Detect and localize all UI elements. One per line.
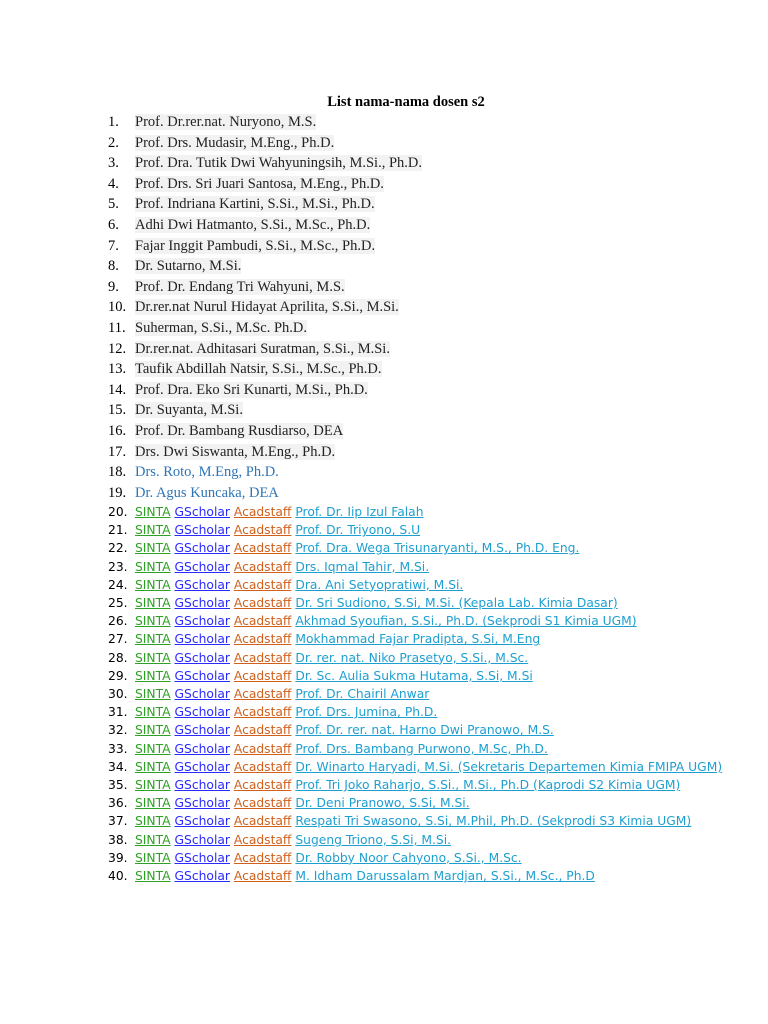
gscholar-link[interactable]: GScholar bbox=[174, 832, 230, 847]
list-item bbox=[108, 776, 748, 794]
list-item bbox=[108, 740, 748, 758]
lecturer-name-link[interactable]: Drs. Iqmal Tahir, M.Si. bbox=[295, 559, 430, 574]
sinta-link[interactable]: SINTA bbox=[135, 541, 171, 556]
list-item bbox=[108, 483, 748, 504]
acadstaff-link[interactable]: Acadstaff bbox=[233, 796, 292, 811]
item-number: 8. bbox=[108, 258, 119, 275]
acadstaff-link[interactable]: Acadstaff bbox=[233, 559, 292, 574]
lecturer-name-link[interactable]: Prof. Drs. Bambang Purwono, M.Sc, Ph.D. bbox=[295, 741, 548, 756]
list-item bbox=[108, 194, 748, 215]
gscholar-link[interactable]: GScholar bbox=[174, 759, 230, 774]
list-item bbox=[108, 380, 748, 401]
item-number: 33. bbox=[108, 741, 128, 756]
gscholar-link[interactable]: GScholar bbox=[174, 723, 230, 738]
lecturer-name-link[interactable]: Dr. Deni Pranowo, S.Si, M.Si. bbox=[295, 796, 470, 811]
acadstaff-link[interactable]: Acadstaff bbox=[233, 614, 292, 629]
list-item bbox=[108, 174, 748, 195]
list-item bbox=[108, 867, 748, 885]
gscholar-link[interactable]: GScholar bbox=[174, 577, 230, 592]
acadstaff-link[interactable]: Acadstaff bbox=[233, 668, 292, 683]
list-item bbox=[108, 649, 748, 667]
lecturer-name: Dr. Suyanta, M.Si. bbox=[135, 402, 243, 419]
lecturer-name: Adhi Dwi Hatmanto, S.Si., M.Sc., Ph.D. bbox=[135, 216, 371, 233]
item-number: 40. bbox=[108, 869, 128, 884]
item-number: 18. bbox=[108, 464, 127, 481]
list-item bbox=[108, 703, 748, 721]
list-item bbox=[108, 359, 748, 380]
acadstaff-link[interactable]: Acadstaff bbox=[233, 687, 292, 702]
acadstaff-link[interactable]: Acadstaff bbox=[233, 650, 292, 665]
acadstaff-link[interactable]: Acadstaff bbox=[233, 632, 292, 647]
list-item bbox=[108, 594, 748, 612]
lecturer-name-link[interactable]: M. Idham Darussalam Mardjan, S.Si., M.Sc., Ph.D bbox=[295, 869, 595, 884]
lecturer-name-link[interactable]: Respati Tri Swasono, S.Si, M.Phil, Ph.D. (Sekprodi S3 Kimia UGM) bbox=[295, 814, 692, 829]
item-number: 10. bbox=[108, 299, 127, 316]
list-item bbox=[108, 153, 748, 174]
acadstaff-link[interactable]: Acadstaff bbox=[233, 759, 292, 774]
list-item bbox=[108, 339, 748, 360]
list-item bbox=[108, 400, 748, 421]
sinta-link[interactable]: SINTA bbox=[135, 523, 171, 538]
acadstaff-link[interactable]: Acadstaff bbox=[233, 850, 292, 865]
list-item bbox=[108, 849, 748, 867]
acadstaff-link[interactable]: Acadstaff bbox=[233, 541, 292, 556]
list-item bbox=[108, 462, 748, 483]
lecturer-name: Prof. Drs. Mudasir, M.Eng., Ph.D. bbox=[135, 134, 335, 151]
lecturer-name: Prof. Dra. Tutik Dwi Wahyuningsih, M.Si., Ph.D. bbox=[135, 155, 422, 172]
lecturer-name-link[interactable]: Prof. Tri Joko Raharjo, S.Si., M.Si., Ph.D (Kaprodi S2 Kimia UGM) bbox=[295, 778, 681, 793]
sinta-link[interactable]: SINTA bbox=[135, 814, 171, 829]
item-number: 36. bbox=[108, 796, 128, 811]
acadstaff-link[interactable]: Acadstaff bbox=[233, 723, 292, 738]
item-number: 3. bbox=[108, 155, 119, 172]
item-number: 5. bbox=[108, 196, 119, 213]
lecturer-list-plain bbox=[108, 112, 748, 503]
acadstaff-link[interactable]: Acadstaff bbox=[233, 741, 292, 756]
list-item bbox=[108, 277, 748, 298]
lecturer-name: Prof. Dr.rer.nat. Nuryono, M.S. bbox=[135, 114, 317, 130]
gscholar-link[interactable]: GScholar bbox=[174, 778, 230, 793]
sinta-link[interactable]: SINTA bbox=[135, 596, 171, 611]
item-number: 9. bbox=[108, 278, 119, 295]
lecturer-name: Dr. Agus Kuncaka, DEA bbox=[135, 484, 279, 501]
sinta-link[interactable]: SINTA bbox=[135, 505, 171, 519]
list-item bbox=[108, 236, 748, 257]
list-item bbox=[108, 297, 748, 318]
list-item bbox=[108, 421, 748, 442]
gscholar-link[interactable]: GScholar bbox=[174, 687, 230, 702]
sinta-link[interactable]: SINTA bbox=[135, 850, 171, 865]
item-number: 27. bbox=[108, 632, 128, 647]
sinta-link[interactable]: SINTA bbox=[135, 796, 171, 811]
item-number: 26. bbox=[108, 614, 128, 629]
item-number: 39. bbox=[108, 850, 128, 865]
item-number: 15. bbox=[108, 402, 127, 419]
item-number: 23. bbox=[108, 559, 128, 574]
sinta-link[interactable]: SINTA bbox=[135, 632, 171, 647]
lecturer-name-link[interactable]: Prof. Dr. Iip Izul Falah bbox=[295, 505, 424, 519]
sinta-link[interactable]: SINTA bbox=[135, 614, 171, 629]
acadstaff-link[interactable]: Acadstaff bbox=[233, 705, 292, 720]
item-number: 35. bbox=[108, 778, 128, 793]
list-item bbox=[108, 503, 748, 521]
acadstaff-link[interactable]: Acadstaff bbox=[233, 814, 292, 829]
gscholar-link[interactable]: GScholar bbox=[174, 559, 230, 574]
item-number: 37. bbox=[108, 814, 128, 829]
lecturer-name: Drs. Dwi Siswanta, M.Eng., Ph.D. bbox=[135, 443, 336, 460]
lecturer-name-link[interactable]: Sugeng Triono, S.Si, M.Si. bbox=[295, 832, 452, 847]
list-item bbox=[108, 521, 748, 539]
item-number: 20. bbox=[108, 505, 128, 519]
list-item bbox=[108, 133, 748, 154]
lecturer-name-link[interactable]: Dr. Sri Sudiono, S.Si, M.Si. (Kepala Lab. Kimia Dasar) bbox=[295, 596, 618, 611]
list-item bbox=[108, 667, 748, 685]
lecturer-name-link[interactable]: Dr. Winarto Haryadi, M.Si. (Sekretaris Departemen Kimia FMIPA UGM) bbox=[295, 759, 723, 774]
sinta-link[interactable]: SINTA bbox=[135, 778, 171, 793]
gscholar-link[interactable]: GScholar bbox=[174, 632, 230, 647]
lecturer-name: Drs. Roto, M.Eng, Ph.D. bbox=[135, 464, 279, 481]
lecturer-name-link[interactable]: Prof. Dr. Triyono, S.U bbox=[295, 523, 421, 538]
item-number: 17. bbox=[108, 443, 127, 460]
item-number: 7. bbox=[108, 237, 119, 254]
list-item bbox=[108, 256, 748, 277]
item-number: 28. bbox=[108, 650, 128, 665]
lecturer-name: Taufik Abdillah Natsir, S.Si., M.Sc., Ph.D. bbox=[135, 361, 382, 378]
list-item bbox=[108, 831, 748, 849]
acadstaff-link[interactable]: Acadstaff bbox=[233, 577, 292, 592]
sinta-link[interactable]: SINTA bbox=[135, 577, 171, 592]
sinta-link[interactable]: SINTA bbox=[135, 650, 171, 665]
lecturer-name: Dr.rer.nat Nurul Hidayat Aprilita, S.Si., M.Si. bbox=[135, 299, 399, 316]
gscholar-link[interactable]: GScholar bbox=[174, 523, 230, 538]
list-item bbox=[108, 558, 748, 576]
gscholar-link[interactable]: GScholar bbox=[174, 596, 230, 611]
item-number: 22. bbox=[108, 541, 128, 556]
acadstaff-link[interactable]: Acadstaff bbox=[233, 523, 292, 538]
item-number: 29. bbox=[108, 668, 128, 683]
gscholar-link[interactable]: GScholar bbox=[174, 650, 230, 665]
gscholar-link[interactable]: GScholar bbox=[174, 814, 230, 829]
gscholar-link[interactable]: GScholar bbox=[174, 705, 230, 720]
list-item bbox=[108, 576, 748, 594]
list-item bbox=[108, 112, 748, 133]
acadstaff-link[interactable]: Acadstaff bbox=[233, 869, 292, 884]
acadstaff-link[interactable]: Acadstaff bbox=[233, 596, 292, 611]
sinta-link[interactable]: SINTA bbox=[135, 723, 171, 738]
item-number: 12. bbox=[108, 340, 127, 357]
lecturer-name: Prof. Dr. Endang Tri Wahyuni, M.S. bbox=[135, 278, 345, 295]
item-number: 16. bbox=[108, 422, 127, 439]
lecturer-name: Prof. Dr. Bambang Rusdiarso, DEA bbox=[135, 422, 344, 439]
list-item bbox=[108, 630, 748, 648]
lecturer-name: Prof. Drs. Sri Juari Santosa, M.Eng., Ph.D. bbox=[135, 175, 384, 192]
item-number: 24. bbox=[108, 577, 128, 592]
lecturer-name-link[interactable]: Dr. Robby Noor Cahyono, S.Si., M.Sc. bbox=[295, 850, 522, 865]
list-item bbox=[108, 215, 748, 236]
lecturer-name-link[interactable]: Prof. Dra. Wega Trisunaryanti, M.S., Ph.D. Eng. bbox=[295, 541, 580, 556]
sinta-link[interactable]: SINTA bbox=[135, 832, 171, 847]
gscholar-link[interactable]: GScholar bbox=[174, 541, 230, 556]
sinta-link[interactable]: SINTA bbox=[135, 759, 171, 774]
item-number: 1. bbox=[108, 114, 119, 130]
lecturer-list-linked bbox=[108, 503, 748, 885]
list-item bbox=[108, 539, 748, 557]
item-number: 6. bbox=[108, 216, 119, 233]
lecturer-name: Suherman, S.Si., M.Sc. Ph.D. bbox=[135, 319, 308, 336]
gscholar-link[interactable]: GScholar bbox=[174, 741, 230, 756]
lecturer-name: Dr. Sutarno, M.Si. bbox=[135, 258, 242, 275]
sinta-link[interactable]: SINTA bbox=[135, 705, 171, 720]
lecturer-name-link[interactable]: Akhmad Syoufian, S.Si., Ph.D. (Sekprodi S1 Kimia UGM) bbox=[295, 614, 637, 629]
sinta-link[interactable]: SINTA bbox=[135, 869, 171, 884]
list-item bbox=[108, 318, 748, 339]
acadstaff-link[interactable]: Acadstaff bbox=[233, 505, 292, 519]
sinta-link[interactable]: SINTA bbox=[135, 687, 171, 702]
lecturer-name-link[interactable]: Dr. rer. nat. Niko Prasetyo, S.Si., M.Sc. bbox=[295, 650, 529, 665]
page-title: List nama-nama dosen s2 bbox=[327, 94, 485, 110]
lecturer-name: Prof. Indriana Kartini, S.Si., M.Si., Ph.D. bbox=[135, 196, 375, 213]
item-number: 19. bbox=[108, 484, 127, 501]
gscholar-link[interactable]: GScholar bbox=[174, 614, 230, 629]
item-number: 11. bbox=[108, 319, 126, 336]
item-number: 31. bbox=[108, 705, 128, 720]
item-number: 34. bbox=[108, 759, 128, 774]
item-number: 30. bbox=[108, 687, 128, 702]
list-item bbox=[108, 721, 748, 739]
item-number: 2. bbox=[108, 134, 119, 151]
list-item bbox=[108, 794, 748, 812]
lecturer-name: Dr.rer.nat. Adhitasari Suratman, S.Si., M.Si. bbox=[135, 340, 390, 357]
sinta-link[interactable]: SINTA bbox=[135, 559, 171, 574]
lecturer-name-link[interactable]: Prof. Dr. Chairil Anwar bbox=[295, 687, 430, 702]
lecturer-name-link[interactable]: Prof. Drs. Jumina, Ph.D. bbox=[295, 705, 438, 720]
list-item bbox=[108, 685, 748, 703]
lecturer-name-link[interactable]: Dr. Sc. Aulia Sukma Hutama, S.Si, M.Si bbox=[295, 668, 533, 683]
item-number: 4. bbox=[108, 175, 119, 192]
list-item bbox=[108, 758, 748, 776]
list-item bbox=[108, 612, 748, 630]
item-number: 32. bbox=[108, 723, 128, 738]
gscholar-link[interactable]: GScholar bbox=[174, 850, 230, 865]
lecturer-name-link[interactable]: Mokhammad Fajar Pradipta, S.Si, M.Eng bbox=[295, 632, 541, 647]
sinta-link[interactable]: SINTA bbox=[135, 668, 171, 683]
item-number: 25. bbox=[108, 596, 128, 611]
lecturer-name: Fajar Inggit Pambudi, S.Si., M.Sc., Ph.D. bbox=[135, 237, 376, 254]
lecturer-name: Prof. Dra. Eko Sri Kunarti, M.Si., Ph.D. bbox=[135, 381, 368, 398]
item-number: 21. bbox=[108, 523, 128, 538]
gscholar-link[interactable]: GScholar bbox=[174, 505, 230, 519]
list-item bbox=[108, 442, 748, 463]
acadstaff-link[interactable]: Acadstaff bbox=[233, 778, 292, 793]
item-number: 13. bbox=[108, 361, 127, 378]
list-item bbox=[108, 812, 748, 830]
item-number: 14. bbox=[108, 381, 127, 398]
lecturer-name-link[interactable]: Prof. Dr. rer. nat. Harno Dwi Pranowo, M.S. bbox=[295, 723, 554, 738]
gscholar-link[interactable]: GScholar bbox=[174, 796, 230, 811]
lecturer-name-link[interactable]: Dra. Ani Setyopratiwi, M.Si. bbox=[295, 577, 464, 592]
item-number: 38. bbox=[108, 832, 128, 847]
gscholar-link[interactable]: GScholar bbox=[174, 668, 230, 683]
acadstaff-link[interactable]: Acadstaff bbox=[233, 832, 292, 847]
sinta-link[interactable]: SINTA bbox=[135, 741, 171, 756]
gscholar-link[interactable]: GScholar bbox=[174, 869, 230, 884]
